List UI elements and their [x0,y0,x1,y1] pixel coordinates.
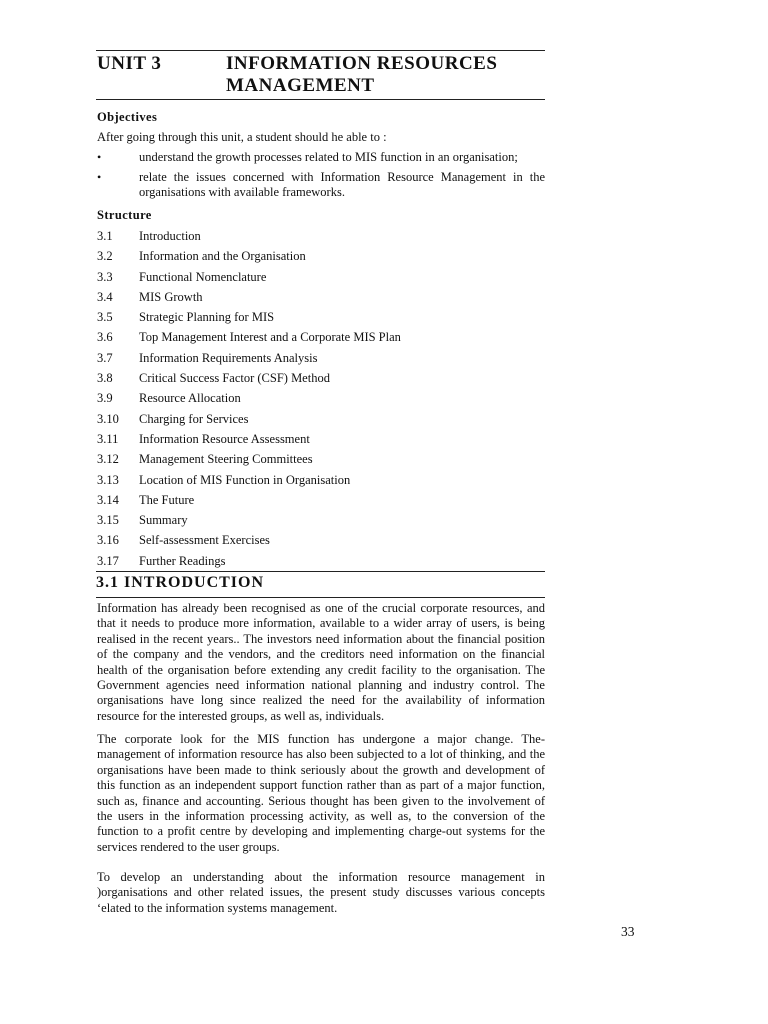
section-bottom-rule [96,597,545,598]
structure-item-title: Critical Success Factor (CSF) Method [139,371,330,386]
body-paragraph: The corporate look for the MIS function has undergone a major change. The-management of information resource has also been subjected to a lot of thinking, and the organisations have been made to think seriously about the growth and development of this function as an independent support function rather than as part of a major function, such as, finance and accounting. Serious thought has been given to the involvement of the users in the information processing activity, as well as, to the conversion of the function to a profit centre by developing and implementing charge-out systems for the services rendered to the user groups. [97,732,545,854]
structure-item-title: Management Steering Committees [139,452,313,467]
top-rule [96,50,545,51]
structure-item [97,369,401,389]
structure-item-title: Summary [139,513,188,528]
bullet-icon: • [97,150,102,164]
structure-list [97,227,401,572]
structure-item-title: Introduction [139,229,201,243]
structure-item-number: 3.12 [97,452,119,467]
structure-item-number: 3.7 [97,350,113,365]
structure-item [97,471,401,491]
structure-item [97,268,401,288]
objectives-intro: After going through this unit, a student should he able to : [97,130,387,144]
structure-item-number: 3.11 [97,431,119,446]
structure-item-title: Information Resource Assessment [139,431,310,446]
structure-item [97,389,401,409]
structure-item-number: 3.5 [97,310,113,325]
structure-item-title: MIS Growth [139,289,203,304]
structure-item [97,410,401,430]
structure-item-number: 3.15 [97,513,119,528]
structure-item-title: Information and the Organisation [139,249,306,264]
structure-item-title: Resource Allocation [139,391,241,406]
structure-item-title: The Future [139,492,195,507]
structure-item [97,430,401,450]
body-paragraph: Information has already been recognised as one of the crucial corporate resources, and that it needs to produce more information, available to a wider array of users, is being realised in the recent years.. The investors need information about the financial position of the company and the vendors, and the creditors need information on the financial health of the organisation before extending any credit facility to the organisation. The Government agencies need information national planning and industry control. The organisations have long since realized the need for the availability of information resource for the interested groups, as well as, individuals. [97,601,545,723]
objective-item [97,170,545,200]
unit-number: UNIT 3 [97,53,162,74]
objective-item [97,150,545,165]
structure-heading: Structure [97,208,152,222]
structure-item [97,450,401,470]
structure-item-title: Self-assessment Exercises [139,533,270,548]
structure-item [97,552,401,572]
section-heading: 3.1 INTRODUCTION [96,574,265,591]
unit-title: INFORMATION RESOURCES MANAGEMENT [226,53,498,96]
structure-item [97,247,401,267]
structure-item [97,288,401,308]
objectives-list [97,150,545,205]
structure-item-title: Location of MIS Function in Organisation [139,472,351,487]
structure-item [97,349,401,369]
structure-item [97,491,401,511]
body-paragraph: To develop an understanding about the information resource management in )organisations and other related issues, the present study discusses various concepts ‘elated to the information systems management. [97,870,545,915]
structure-item-number: 3.1 [97,229,113,243]
structure-item-title: Information Requirements Analysis [139,350,318,365]
bullet-icon: • [97,170,102,184]
structure-item-number: 3.9 [97,391,113,406]
structure-item [97,227,401,247]
structure-item-number: 3.4 [97,289,113,304]
structure-item-title: Top Management Interest and a Corporate MIS Plan [139,330,401,345]
structure-item-title: Strategic Planning for MIS [139,310,275,325]
objective-text: understand the growth processes related to MIS function in an organisation; [139,150,518,164]
objectives-heading: Objectives [97,110,158,124]
structure-item-number: 3.10 [97,411,119,426]
structure-item-number: 3.17 [97,553,119,568]
structure-item [97,328,401,348]
structure-item-number: 3.14 [97,492,119,507]
structure-item-number: 3.3 [97,269,113,284]
structure-item [97,531,401,551]
structure-item-number: 3.16 [97,533,119,548]
page-number: 33 [621,924,635,939]
structure-item-number: 3.13 [97,472,119,487]
objective-text: relate the issues concerned with Information Resource Management in the organisations with available frameworks. [139,170,545,199]
title-bottom-rule [96,99,545,100]
structure-item-title: Charging for Services [139,411,249,426]
structure-item [97,511,401,531]
structure-item-number: 3.2 [97,249,113,264]
structure-item-number: 3.8 [97,371,113,386]
structure-item-title: Functional Nomenclature [139,269,267,284]
structure-item-title: Further Readings [139,553,226,568]
structure-item-number: 3.6 [97,330,113,345]
section-top-rule [96,571,545,572]
structure-item [97,308,401,328]
